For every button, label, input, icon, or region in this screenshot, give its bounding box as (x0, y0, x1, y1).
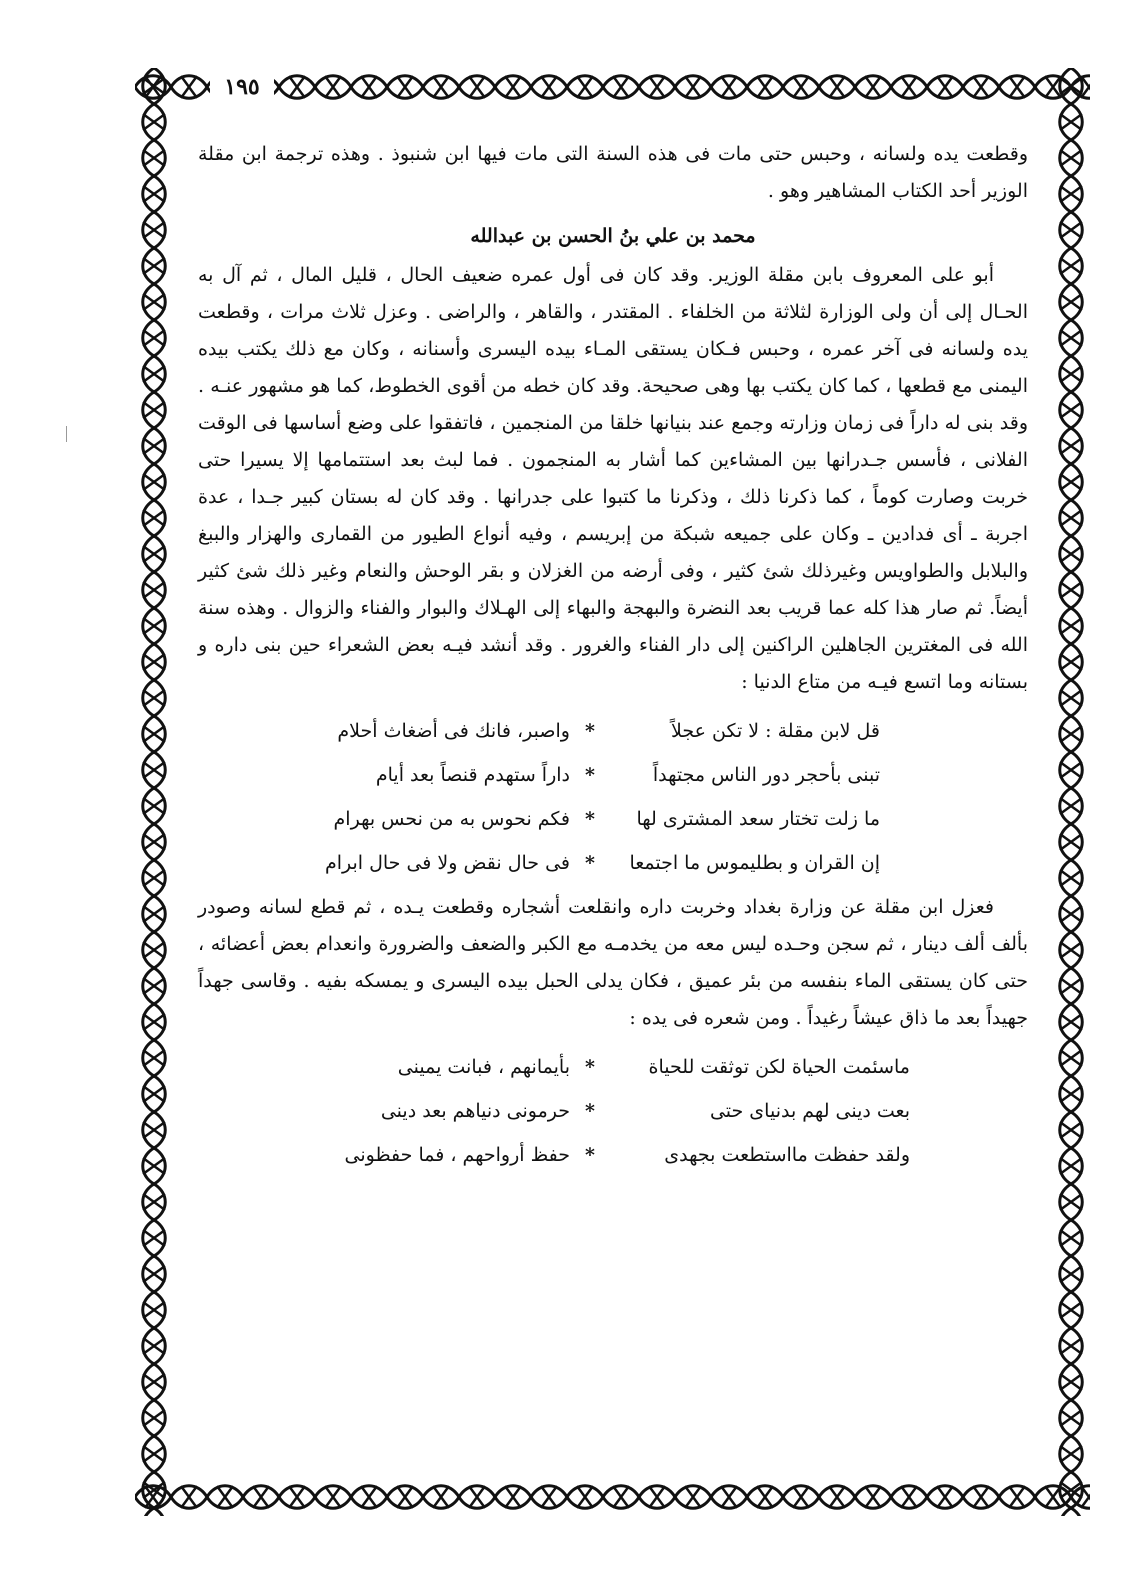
paragraph-biography: أبو على المعروف بابن مقلة الوزير. وقد كان فى أول عمره ضعيف الحال ، قليل المال ، ثم آل به الحـال إلى أن ولى الوزارة لثلاثة من الخلفاء . المقتدر ، والقاهر ، والراضى . وعزل ثلاث مرات ، وقطعت يده ولسانه فى آخر عمره ، وحبس فـكان يستقى المـاء بيده اليسرى وأسنانه ، وكان مع ذلك يكتب بيده اليمنى مع قطعها ، كما كان يكتب بها وهى صحيحة. وقد كان خطه من أقوى الخطوط، كما هو مشهور عنـه . وقد بنى له داراً فى زمان وزارته وجمع عند بنيانها خلقا من المنجمين ، فاتفقوا على وضع أساسها فى الوقت الفلانى ، فأسس جـدرانها بين المشاءين كما أشار به المنجمون . فما لبث بعد استتمامها إلا يسيرا حتى خربت وصارت كوماً ، كما ذكرنا ذلك ، وذكرنا ما كتبوا على جدرانها . وقد كان له بستان كبير جـدا ، عدة اجربة ـ أى فدادين ـ وكان على جميعه شبكة من إبريسم ، وفيه أنواع الطيور من القمارى والهزار والببغ والبلابل والطواويس وغيرذلك شئ كثير ، وفى أرضه من الغزلان و بقر الوحش والنعام وغير ذلك شئ كثير أيضاً. ثم صار هذا كله عما قريب بعد النضرة والبهجة والبهاء إلى الهـلاك والبوار والفناء والزوال . وهذه سنة الله فى المغترين الجاهلين الراكنين إلى دار الفناء والغرور . وقد أنشد فيـه بعض الشعراء حين بنى داره و بستانه وما اتسع فيـه من متاع الدنيا : (198, 264, 1028, 693)
page-number: ١٩٥ (210, 68, 274, 106)
decorative-border-top (135, 68, 1090, 106)
poem-hemistich-first: ماسئمت الحياة لكن توثقت للحياة (648, 1056, 910, 1078)
poem-hemistich-first: بعت دينى لهم بدنياى حتى (709, 1100, 910, 1122)
poem-line (198, 1089, 1028, 1133)
poem-hemistich-second: داراً ستهدم قنصاً بعد أيام (375, 764, 570, 786)
poem-line (198, 709, 1028, 753)
page-body (198, 136, 1028, 1181)
poem-hemistich-second: فى حال نقض ولا فى حال ابرام (324, 852, 570, 874)
poem-hemistich-second: حفظ أرواحهم ، فما حفظونى (344, 1144, 570, 1166)
paragraph-intro: وقطعت يده ولسانه ، وحبس حتى مات فى هذه السنة التى مات فيها ابن شنبوذ . وهذه ترجمة ابن مقلة الوزير أحد الكتاب المشاهير وهو . (198, 143, 1028, 202)
poem-hemistich-first: تبنى بأحجر دور الناس مجتهداً (652, 764, 880, 786)
poem-line (198, 841, 1028, 885)
poem-line (198, 1045, 1028, 1089)
poem-separator: * (585, 1056, 595, 1078)
decorative-border-bottom (135, 1478, 1090, 1516)
poem-hemistich-second: واصبر، فانك فى أضغاث أحلام (337, 720, 570, 742)
poem-line (198, 797, 1028, 841)
margin-mark (66, 426, 67, 442)
decorative-border-right (1052, 68, 1090, 1516)
paragraph-downfall: فعزل ابن مقلة عن وزارة بغداد وخربت داره وانقلعت أشجاره وقطعت يـده ، ثم قطع لسانه وصودر بألف ألف دينار ، ثم سجن وحـده ليس معه من يخدمـه مع الكبر والضعف والضرورة وانعدام بعض أعضائه ، حتى كان يستقى الماء بنفسه من بئر عميق ، فكان يدلى الحبل بيده اليسرى و يمسكه بفيه . وقاسى جهداً جهيداً بعد ما ذاق عيشاً رغيداً . ومن شعره فى يده : (198, 896, 1028, 1029)
poem-separator: * (585, 1100, 595, 1122)
poem-line (198, 1133, 1028, 1177)
poem-second (198, 1045, 1028, 1177)
entry-heading: محمد بن علي بنُ الحسن بن عبدالله (470, 225, 756, 247)
poem-hemistich-first: إن القران و بطليموس ما اجتمعا (629, 852, 880, 874)
poem-hemistich-second: فكم نحوس به من نحس بهرام (333, 808, 570, 830)
poem-separator: * (585, 808, 595, 830)
decorative-border-left (135, 68, 173, 1516)
poem-line (198, 753, 1028, 797)
poem-hemistich-first: ما زلت تختار سعد المشترى لها (636, 808, 880, 830)
poem-hemistich-first: قل لابن مقلة : لا تكن عجلاً (671, 720, 880, 742)
poem-separator: * (585, 1144, 595, 1166)
poem-hemistich-second: حرمونى دنياهم بعد دينى (380, 1100, 570, 1122)
poem-separator: * (585, 764, 595, 786)
poem-hemistich-second: بأيمانهم ، فبانت يمينى (397, 1056, 570, 1078)
poem-separator: * (585, 720, 595, 742)
poem-hemistich-first: ولقد حفظت مااستطعت بجهدى (664, 1144, 910, 1166)
poem-separator: * (585, 852, 595, 874)
poem-first (198, 709, 1028, 885)
